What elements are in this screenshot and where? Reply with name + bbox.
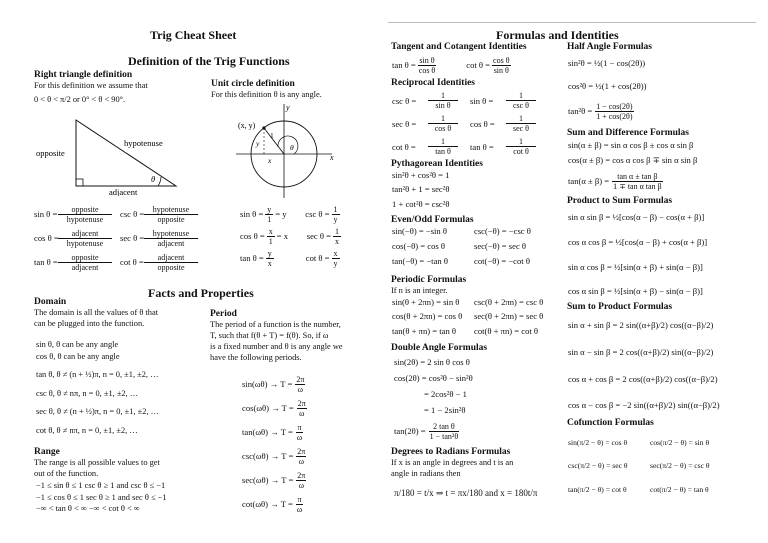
pyth-item: 1 + cot²θ = csc²θ bbox=[392, 199, 450, 209]
unit-circle-defs bbox=[240, 203, 341, 269]
y-axis-label: y bbox=[286, 103, 290, 112]
sum-diff-tan bbox=[568, 169, 663, 193]
right-triangle-defs bbox=[34, 202, 198, 274]
deg-rad-formula: π/180 = t/x ⇒ t = πx/180 and x = 180t/π bbox=[394, 488, 538, 498]
domain-item: sec θ, θ ≠ (n + ½)π, n = 0, ±1, ±2, … bbox=[36, 407, 159, 416]
even-odd-item: sec(−θ) = sec θ bbox=[474, 241, 527, 251]
tan-cot-fn: cot θ = bbox=[466, 60, 491, 70]
periodic-item: sin(θ + 2πn) = sin θ bbox=[392, 297, 460, 307]
cot-def-fn: cot θ = bbox=[120, 257, 144, 267]
recip-frac: $\frac{1}{\text{csc θ}}$ bbox=[506, 91, 536, 110]
radius-label: 1 bbox=[270, 131, 274, 140]
period-frac: $\frac{2\pi}{\omega}$ bbox=[297, 398, 306, 418]
periodic-item: csc(θ + 2πn) = csc θ bbox=[474, 297, 544, 307]
sum-product-item: cos α + cos β = 2 cos((α+β)/2) cos((α−β)/2) bbox=[568, 374, 718, 384]
period-line1: The period of a function is the number, bbox=[210, 320, 341, 329]
even-odd-item: cos(−θ) = cos θ bbox=[392, 241, 446, 251]
sec-def-fn: sec θ = bbox=[120, 233, 145, 243]
cofunction-item: cos(π/2 − θ) = sin θ bbox=[650, 438, 710, 447]
theta-label: θ bbox=[151, 174, 156, 184]
half-tan-frac: $\frac{1 - \cos(2\theta)}{1 + \cos(2\theta)}$ bbox=[596, 101, 633, 121]
cos-def-frac: $\frac{\text{adjacent}}{\text{hypotenuse}}$ bbox=[58, 229, 112, 248]
double-angle-item: = 1 − 2sin²θ bbox=[424, 405, 466, 415]
periodic-item: sec(θ + 2πn) = sec θ bbox=[474, 311, 544, 321]
period-frac: $\frac{\pi}{\omega}$ bbox=[296, 494, 303, 514]
uc-cot-fn: cot θ = bbox=[305, 253, 330, 263]
domain-line1: The domain is all the values of θ that bbox=[34, 308, 159, 317]
tan-def-frac: $\frac{\text{opposite}}{\text{adjacent}}$ bbox=[58, 253, 112, 272]
period-fn: sin(ωθ) → T = bbox=[242, 379, 293, 389]
uc-csc-frac: $\frac{1}{y}$ bbox=[333, 204, 338, 224]
cot-def-frac: $\frac{\text{adjacent}}{\text{opposite}}$ bbox=[144, 253, 198, 272]
product-sum-item: cos α cos β = ½[cos(α − β) + cos(α + β)] bbox=[568, 237, 708, 247]
cofunction-item: sin(π/2 − θ) = cos θ bbox=[568, 438, 628, 447]
cofunction-heading: Cofunction Formulas bbox=[567, 418, 654, 428]
even-odd-item: tan(−θ) = −tan θ bbox=[392, 256, 448, 266]
period-fn: tan(ωθ) → T = bbox=[242, 427, 293, 437]
period-fn: sec(ωθ) → T = bbox=[242, 475, 294, 485]
domain-item: cot θ, θ ≠ nπ, n = 0, ±1, ±2, … bbox=[36, 426, 138, 435]
sum-diff-tan-frac: $\frac{\text{tan α ± tan β}}{\text{1 ∓ tan α tan β}}$ bbox=[613, 171, 662, 191]
reciprocal-heading: Reciprocal Identities bbox=[391, 78, 475, 88]
period-heading: Period bbox=[210, 309, 237, 319]
definition-title: Definition of the Trig Functions bbox=[128, 54, 290, 68]
tan-cot-frac: $\frac{\text{sin θ}}{\text{cos θ}}$ bbox=[418, 55, 436, 75]
uc-csc-fn: csc θ = bbox=[305, 209, 330, 219]
sin-def-frac: $\frac{\text{opposite}}{\text{hypotenuse}}$ bbox=[58, 205, 112, 224]
pyth-item: tan²θ + 1 = sec²θ bbox=[392, 184, 450, 194]
recip-fn: cos θ = bbox=[470, 118, 495, 129]
period-frac: $\frac{2\pi}{\omega}$ bbox=[297, 470, 306, 490]
pythagorean-heading: Pythagorean Identities bbox=[391, 159, 483, 169]
sum-product-heading: Sum to Product Formulas bbox=[567, 302, 673, 312]
y-coord-label: y bbox=[256, 139, 260, 148]
even-odd-item: cot(−θ) = −cot θ bbox=[474, 256, 530, 266]
pyth-item: sin²θ + cos²θ = 1 bbox=[392, 170, 450, 180]
unit-circle-line1: For this definition θ is any angle. bbox=[211, 90, 322, 99]
product-sum-item: cos α sin β = ½[sin(α + β) − sin(α − β)] bbox=[568, 286, 703, 296]
unit-circle-diagram bbox=[232, 100, 338, 200]
uc-tan-fn: tan θ = bbox=[240, 253, 264, 263]
product-sum-item: sin α cos β = ½[sin(α + β) + sin(α − β)] bbox=[568, 262, 703, 272]
uc-cos-fn: cos θ = bbox=[240, 231, 265, 241]
uc-tan-frac: $\frac{y}{x}$ bbox=[267, 248, 272, 268]
period-line2: T, such that f(θ + T) = f(θ). So, if ω bbox=[210, 331, 329, 340]
period-frac: $\frac{2\pi}{\omega}$ bbox=[296, 374, 305, 394]
range-line1: The range is all possible values to get bbox=[34, 458, 160, 467]
periodic-line1: If n is an integer. bbox=[391, 286, 448, 295]
sin-def-fn: sin θ = bbox=[34, 209, 58, 219]
double-tan-frac: $\frac{\text{2 tan θ}}{\text{1 − tan²θ}}$ bbox=[429, 421, 459, 441]
top-divider bbox=[388, 22, 756, 23]
recip-frac: $\frac{1}{\text{sin θ}}$ bbox=[428, 91, 458, 110]
right-triangle-line2: 0 < θ < π/2 or 0° < θ < 90°. bbox=[34, 95, 126, 104]
deg-rad-heading: Degrees to Radians Formulas bbox=[391, 447, 511, 457]
even-odd-item: csc(−θ) = −csc θ bbox=[474, 226, 531, 236]
double-angle-tan bbox=[394, 419, 459, 443]
half-angle-tan bbox=[568, 99, 634, 123]
uc-sec-frac: $\frac{1}{x}$ bbox=[334, 226, 339, 246]
unit-circle-heading: Unit circle definition bbox=[211, 79, 295, 89]
csc-def-fn: csc θ = bbox=[120, 209, 145, 219]
domain-item: cos θ, θ can be any angle bbox=[36, 352, 120, 361]
facts-title: Facts and Properties bbox=[148, 286, 254, 300]
period-frac: $\frac{\pi}{\omega}$ bbox=[296, 422, 303, 442]
uc-theta-label: θ bbox=[290, 143, 294, 152]
domain-item: tan θ, θ ≠ (n + ½)π, n = 0, ±1, ±2, … bbox=[36, 370, 159, 379]
double-angle-item: sin(2θ) = 2 sin θ cos θ bbox=[394, 357, 470, 367]
page-title: Trig Cheat Sheet bbox=[150, 28, 237, 42]
right-triangle-line1: For this definition we assume that bbox=[34, 81, 148, 90]
sec-def-frac: $\frac{\text{hypotenuse}}{\text{adjacent}}$ bbox=[144, 229, 198, 248]
x-axis-label: x bbox=[330, 153, 334, 162]
opposite-label: opposite bbox=[36, 148, 65, 158]
period-list bbox=[242, 372, 307, 516]
hypotenuse-label: hypotenuse bbox=[124, 138, 163, 148]
sum-product-item: cos α − cos β = −2 sin((α+β)/2) sin((α−β)/2) bbox=[568, 400, 720, 410]
double-angle-heading: Double Angle Formulas bbox=[391, 343, 488, 353]
right-triangle-diagram bbox=[34, 116, 184, 196]
period-line4: have the following periods. bbox=[210, 353, 302, 362]
range-item: −1 ≤ sin θ ≤ 1 csc θ ≥ 1 and csc θ ≤ −1 bbox=[36, 481, 166, 490]
recip-frac: $\frac{1}{\text{cos θ}}$ bbox=[428, 114, 458, 133]
formulas-title: Formulas and Identities bbox=[496, 28, 619, 42]
half-tan-fn: tan²θ = bbox=[568, 106, 593, 116]
even-odd-heading: Even/Odd Formulas bbox=[391, 215, 474, 225]
tan-cot-frac: $\frac{\text{cos θ}}{\text{sin θ}}$ bbox=[493, 55, 510, 75]
range-item: −∞ < tan θ < ∞ −∞ < cot θ < ∞ bbox=[36, 504, 140, 513]
double-angle-item: cos(2θ) = cos²θ − sin²θ bbox=[394, 373, 473, 383]
product-sum-heading: Product to Sum Formulas bbox=[567, 196, 673, 206]
half-angle-heading: Half Angle Formulas bbox=[567, 42, 652, 52]
range-line2: out of the function. bbox=[34, 469, 99, 478]
cofunction-item: tan(π/2 − θ) = cot θ bbox=[568, 485, 627, 494]
uc-sec-fn: sec θ = bbox=[306, 231, 331, 241]
uc-sin-fn: sin θ = bbox=[240, 209, 264, 219]
tan-cot-heading: Tangent and Cotangent Identities bbox=[391, 42, 527, 52]
half-angle-item: cos²θ = ½(1 + cos(2θ)) bbox=[568, 81, 647, 91]
recip-fn: sec θ = bbox=[392, 118, 417, 129]
deg-rad-line2: angle in radians then bbox=[391, 469, 461, 478]
recip-frac: $\frac{1}{\text{sec θ}}$ bbox=[506, 114, 536, 133]
recip-fn: tan θ = bbox=[470, 141, 494, 152]
recip-fn: sin θ = bbox=[470, 95, 494, 106]
double-tan-fn: tan(2θ) = bbox=[394, 426, 426, 436]
domain-item: csc θ, θ ≠ nπ, n = 0, ±1, ±2, … bbox=[36, 389, 139, 398]
cofunction-item: sec(π/2 − θ) = csc θ bbox=[650, 461, 710, 470]
cos-def-fn: cos θ = bbox=[34, 233, 59, 243]
domain-item: sin θ, θ can be any angle bbox=[36, 340, 119, 349]
period-fn: cot(ωθ) → T = bbox=[242, 499, 293, 509]
adjacent-label: adjacent bbox=[109, 187, 138, 196]
point-label: (x, y) bbox=[238, 121, 256, 130]
cofunction-item: csc(π/2 − θ) = sec θ bbox=[568, 461, 628, 470]
uc-cot-frac: $\frac{x}{y}$ bbox=[333, 248, 338, 268]
recip-fn: csc θ = bbox=[392, 95, 417, 106]
periodic-heading: Periodic Formulas bbox=[391, 275, 467, 285]
periodic-item: tan(θ + πn) = tan θ bbox=[392, 326, 457, 336]
range-item: −1 ≤ cos θ ≤ 1 sec θ ≥ 1 and sec θ ≤ −1 bbox=[36, 493, 167, 502]
half-angle-item: sin²θ = ½(1 − cos(2θ)) bbox=[568, 58, 646, 68]
periodic-item: cos(θ + 2πn) = cos θ bbox=[392, 311, 463, 321]
period-fn: cos(ωθ) → T = bbox=[242, 403, 294, 413]
range-heading: Range bbox=[34, 447, 60, 457]
recip-frac: $\frac{1}{\text{tan θ}}$ bbox=[428, 137, 458, 156]
tan-cot-fn: tan θ = bbox=[392, 60, 416, 70]
reciprocal-list bbox=[392, 89, 536, 158]
period-line3: is a fixed number and θ is any angle we bbox=[210, 342, 343, 351]
uc-sin-frac: $\frac{y}{1}$ bbox=[267, 204, 272, 224]
cofunction-item: cot(π/2 − θ) = tan θ bbox=[650, 485, 709, 494]
sum-diff-tan-fn: tan(α ± β) = bbox=[568, 176, 610, 186]
domain-line2: can be plugged into the function. bbox=[34, 319, 145, 328]
uc-cos-tail: = x bbox=[276, 231, 289, 241]
sum-diff-item: cos(α ± β) = cos α cos β ∓ sin α sin β bbox=[568, 155, 698, 165]
period-frac: $\frac{2\pi}{\omega}$ bbox=[297, 446, 306, 466]
uc-cos-frac: $\frac{x}{1}$ bbox=[268, 226, 273, 246]
deg-rad-line1: If x is an angle in degrees and t is an bbox=[391, 458, 514, 467]
domain-heading: Domain bbox=[34, 297, 67, 307]
tan-cot-row bbox=[392, 54, 511, 76]
tan-def-fn: tan θ = bbox=[34, 257, 58, 267]
uc-sin-tail: = y bbox=[275, 209, 287, 219]
recip-fn: cot θ = bbox=[392, 141, 416, 152]
even-odd-item: sin(−θ) = −sin θ bbox=[392, 226, 447, 236]
x-coord-label: x bbox=[268, 156, 272, 165]
product-sum-item: sin α sin β = ½[cos(α − β) − cos(α + β)] bbox=[568, 212, 705, 222]
sum-diff-item: sin(α ± β) = sin α cos β ± cos α sin β bbox=[568, 140, 694, 150]
period-fn: csc(ωθ) → T = bbox=[242, 451, 294, 461]
right-triangle-heading: Right triangle definition bbox=[34, 70, 133, 80]
periodic-item: cot(θ + πn) = cot θ bbox=[474, 326, 539, 336]
recip-frac: $\frac{1}{\text{cot θ}}$ bbox=[506, 137, 536, 156]
sum-product-item: sin α + sin β = 2 sin((α+β)/2) cos((α−β)/2) bbox=[568, 320, 714, 330]
csc-def-frac: $\frac{\text{hypotenuse}}{\text{opposite}}$ bbox=[144, 205, 198, 224]
sum-diff-heading: Sum and Difference Formulas bbox=[567, 128, 689, 138]
sum-product-item: sin α − sin β = 2 cos((α+β)/2) sin((α−β)/2) bbox=[568, 347, 714, 357]
double-angle-item: = 2cos²θ − 1 bbox=[424, 389, 467, 399]
